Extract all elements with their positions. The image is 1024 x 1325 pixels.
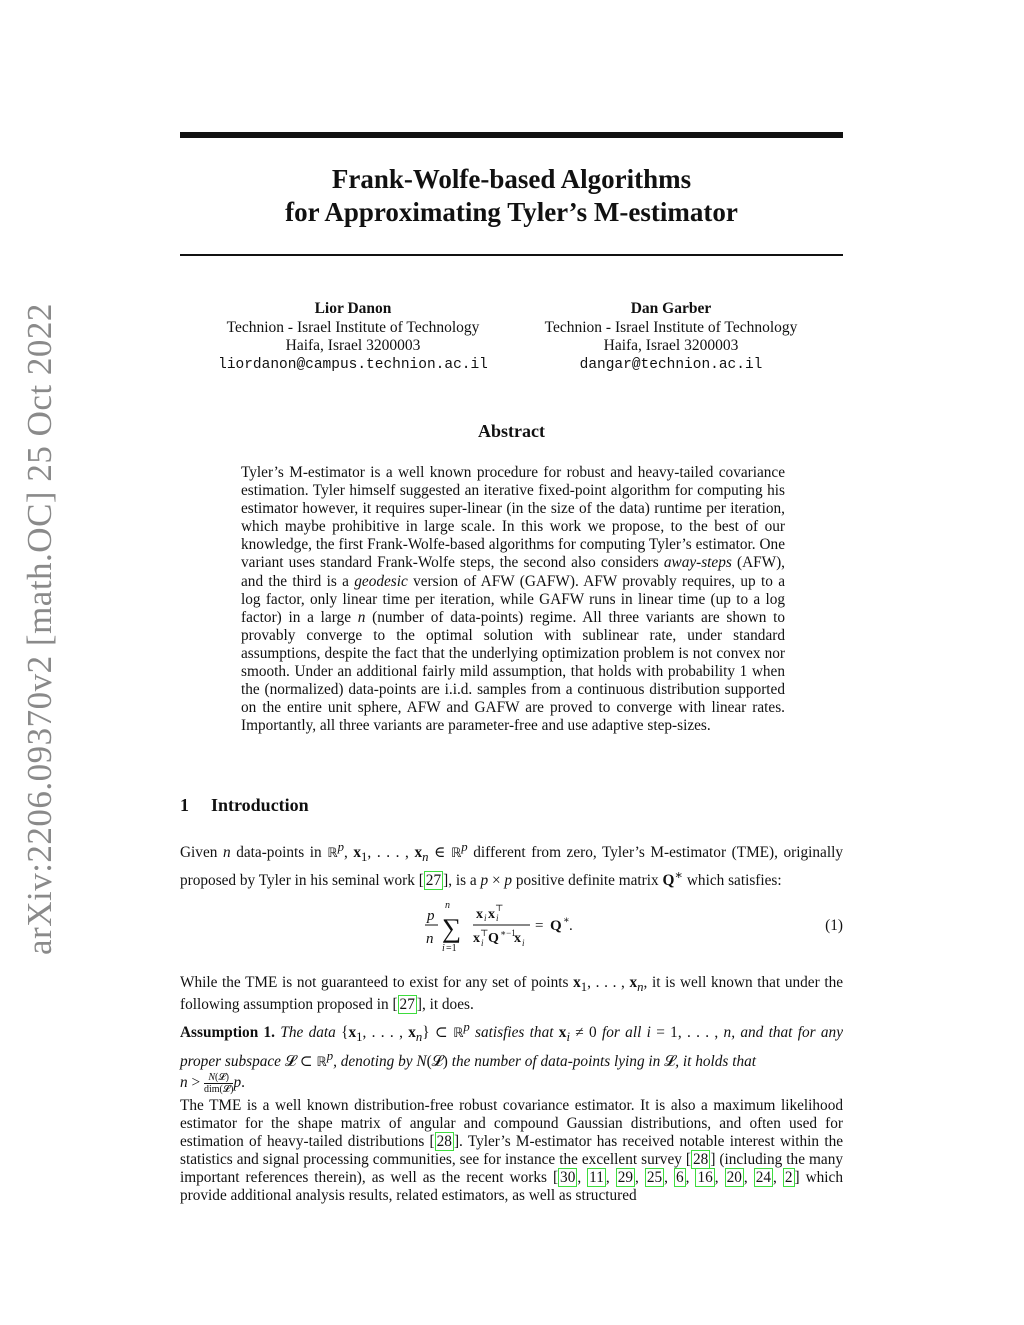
svg-text:i: i	[442, 943, 445, 954]
svg-text:=1: =1	[446, 943, 457, 954]
abstract-body	[241, 464, 785, 735]
svg-text:x: x	[514, 931, 521, 946]
citation-link[interactable]: 16	[697, 1169, 713, 1187]
citation-link[interactable]: 30	[560, 1169, 576, 1187]
title-top-rule	[180, 132, 843, 138]
svg-text:i: i	[496, 913, 499, 923]
author-email[interactable]: dangar@technion.ac.il	[579, 356, 763, 373]
abstract-text: (number of data-points) regime. All three variants are shown to provably converge to the optimal solution with sublinear rate, under standard assumptions, despite the fact that the underlying optimization problem is not convex nor smooth. Under an additional fairly mild assumption, that holds with probability 1 when the (normalized) data-points are i.i.d. samples from a continuous distribution supported on the entire unit sphere, AFW and GAFW are proved to converge with linear rates. Importantly, all three variants are parameter-free and use adaptive step-sizes.	[241, 608, 785, 735]
citation-link[interactable]: 27	[425, 872, 442, 890]
citation-link[interactable]: 2	[784, 1169, 793, 1187]
intro-paragraph-3: The TME is a well known distribution-free robust covariance estimator. It is also a maximum likelihood estimator for the shape matrix of angular and compound Gaussian distributions, and often used for estimation of heavy-tailed distributions [ 28 ]. Tyler’s M-estimator has received notable interest within the statistics and signal processing communities, see for instance the excellent survey [ 28 ] (including the many important references therein), as well as the recent works [ 30 , 11 , 29 , 25 , 6 , 16 , 20 , 24 , 2 ] which provide additional analysis results, related estimators, as well as structured	[180, 1097, 844, 1205]
title-bottom-rule	[180, 254, 843, 256]
author-affiliation: Technion - Israel Institute of Technology	[544, 318, 798, 336]
svg-text:=: =	[535, 918, 544, 934]
citation-link[interactable]: 20	[726, 1169, 742, 1187]
svg-text:i: i	[484, 913, 487, 923]
author-affiliation: Technion - Israel Institute of Technology	[226, 318, 480, 336]
author-location: Haifa, Israel 3200003	[603, 337, 739, 354]
citation-link[interactable]: 25	[646, 1169, 663, 1187]
author-location: Haifa, Israel 3200003	[285, 337, 421, 354]
svg-text:⊤: ⊤	[495, 903, 504, 913]
author-block-1	[203, 300, 503, 374]
intro-paragraph-2: While the TME is not guaranteed to exist for any set of points $x_1$, . . . , $x_n$, it is well known that under the following assumption proposed in [ 27 ], it does.	[180, 974, 844, 1014]
equation-1	[180, 900, 843, 956]
section-title: Introduction	[211, 795, 309, 815]
citation-link[interactable]: 27	[399, 996, 415, 1014]
citation-link[interactable]: 29	[617, 1169, 634, 1187]
abstract-emphasis: away-steps	[663, 554, 732, 572]
svg-text:∗−1: ∗−1	[500, 928, 516, 938]
svg-text:n: n	[426, 931, 434, 947]
svg-text:p: p	[427, 908, 435, 924]
abstract-heading: Abstract	[478, 421, 545, 441]
svg-text:n: n	[445, 900, 450, 911]
citation-link[interactable]: 6	[675, 1169, 684, 1187]
title-line-2: for Approximating Tyler’s M-estimator	[285, 197, 738, 227]
assumption-label: Assumption 1.	[180, 1024, 276, 1042]
svg-text:∑: ∑	[442, 913, 462, 943]
author-block-2	[521, 300, 821, 374]
abstract-text: Tyler’s M-estimator is a well known procedure for robust and heavy-tailed covariance estimation. Tyler himself suggested an iterative fixed-point algorithm for computing his estimator however, it requires super-linear (in the size of the data) runtime per iteration, which maybe prohibitive in large scale. In this work we propose, to the best of our knowledge, the first Frank-Wolfe-based algorithms for computing Tyler’s estimator. One variant uses standard Frank-Wolfe steps, the second also considers	[241, 464, 785, 572]
abstract-emphasis: geodesic	[354, 572, 408, 590]
section-heading	[180, 795, 309, 816]
section-number: 1	[180, 795, 189, 815]
equation-graphic	[180, 900, 843, 956]
svg-text:.: .	[569, 918, 573, 934]
arxiv-identifier: arXiv:2206.09370v2 [math.OC] 25 Oct 2022	[20, 303, 59, 955]
svg-text:i: i	[481, 938, 484, 948]
paper-title	[180, 163, 843, 229]
svg-text:Q: Q	[488, 931, 499, 946]
equation-number: (1)	[825, 917, 843, 934]
author-name: Dan Garber	[630, 300, 712, 317]
svg-text:Q: Q	[550, 918, 562, 934]
svg-text:x: x	[476, 907, 483, 922]
svg-text:⊤: ⊤	[480, 928, 489, 938]
title-line-1: Frank-Wolfe-based Algorithms	[331, 164, 692, 194]
svg-text:i: i	[522, 938, 525, 948]
math-variable: n	[357, 608, 366, 626]
citation-link[interactable]: 11	[589, 1169, 604, 1187]
author-email[interactable]: liordanon@campus.technion.ac.il	[218, 356, 488, 373]
citation-link[interactable]: 28	[436, 1133, 452, 1151]
svg-text:∗: ∗	[563, 915, 570, 926]
abstract-text: (AFW), and the third is a	[241, 554, 785, 590]
intro-paragraph-1: Given n data-points in ℝ$^p$, $x_1$, . . . , $x_n$ ∈ ℝ$^p$ different from zero, Tyler’s M-estimator (TME), originally proposed by Tyler in his seminal work [ 27 ], is a p × p positive definite matrix Q∗ which satisfies:	[180, 840, 843, 890]
citation-link[interactable]: 28	[693, 1151, 709, 1169]
svg-text:x: x	[473, 931, 480, 946]
citation-link[interactable]: 24	[755, 1169, 772, 1187]
svg-text:x: x	[488, 907, 495, 922]
assumption-1: Assumption 1. The data {$x_1$, . . . , $x_n$} ⊂ ℝ$^p$ satisfies that $x_i \ne 0$ for all i = 1, . . . , n, and that for any proper subspace 𝓛 ⊂ ℝ$^p$, denoting by N(𝓛) the number of data-points lying in 𝓛, it holds that n > N(𝓛) dim(𝓛) p.	[180, 1020, 843, 1096]
author-name: Lior Danon	[314, 300, 392, 317]
abstract-text: version of AFW (GAFW). AFW provably requires, up to a log factor, only linear time per iteration, while GAFW runs in linear time (up to a log factor) in a large	[241, 572, 786, 626]
